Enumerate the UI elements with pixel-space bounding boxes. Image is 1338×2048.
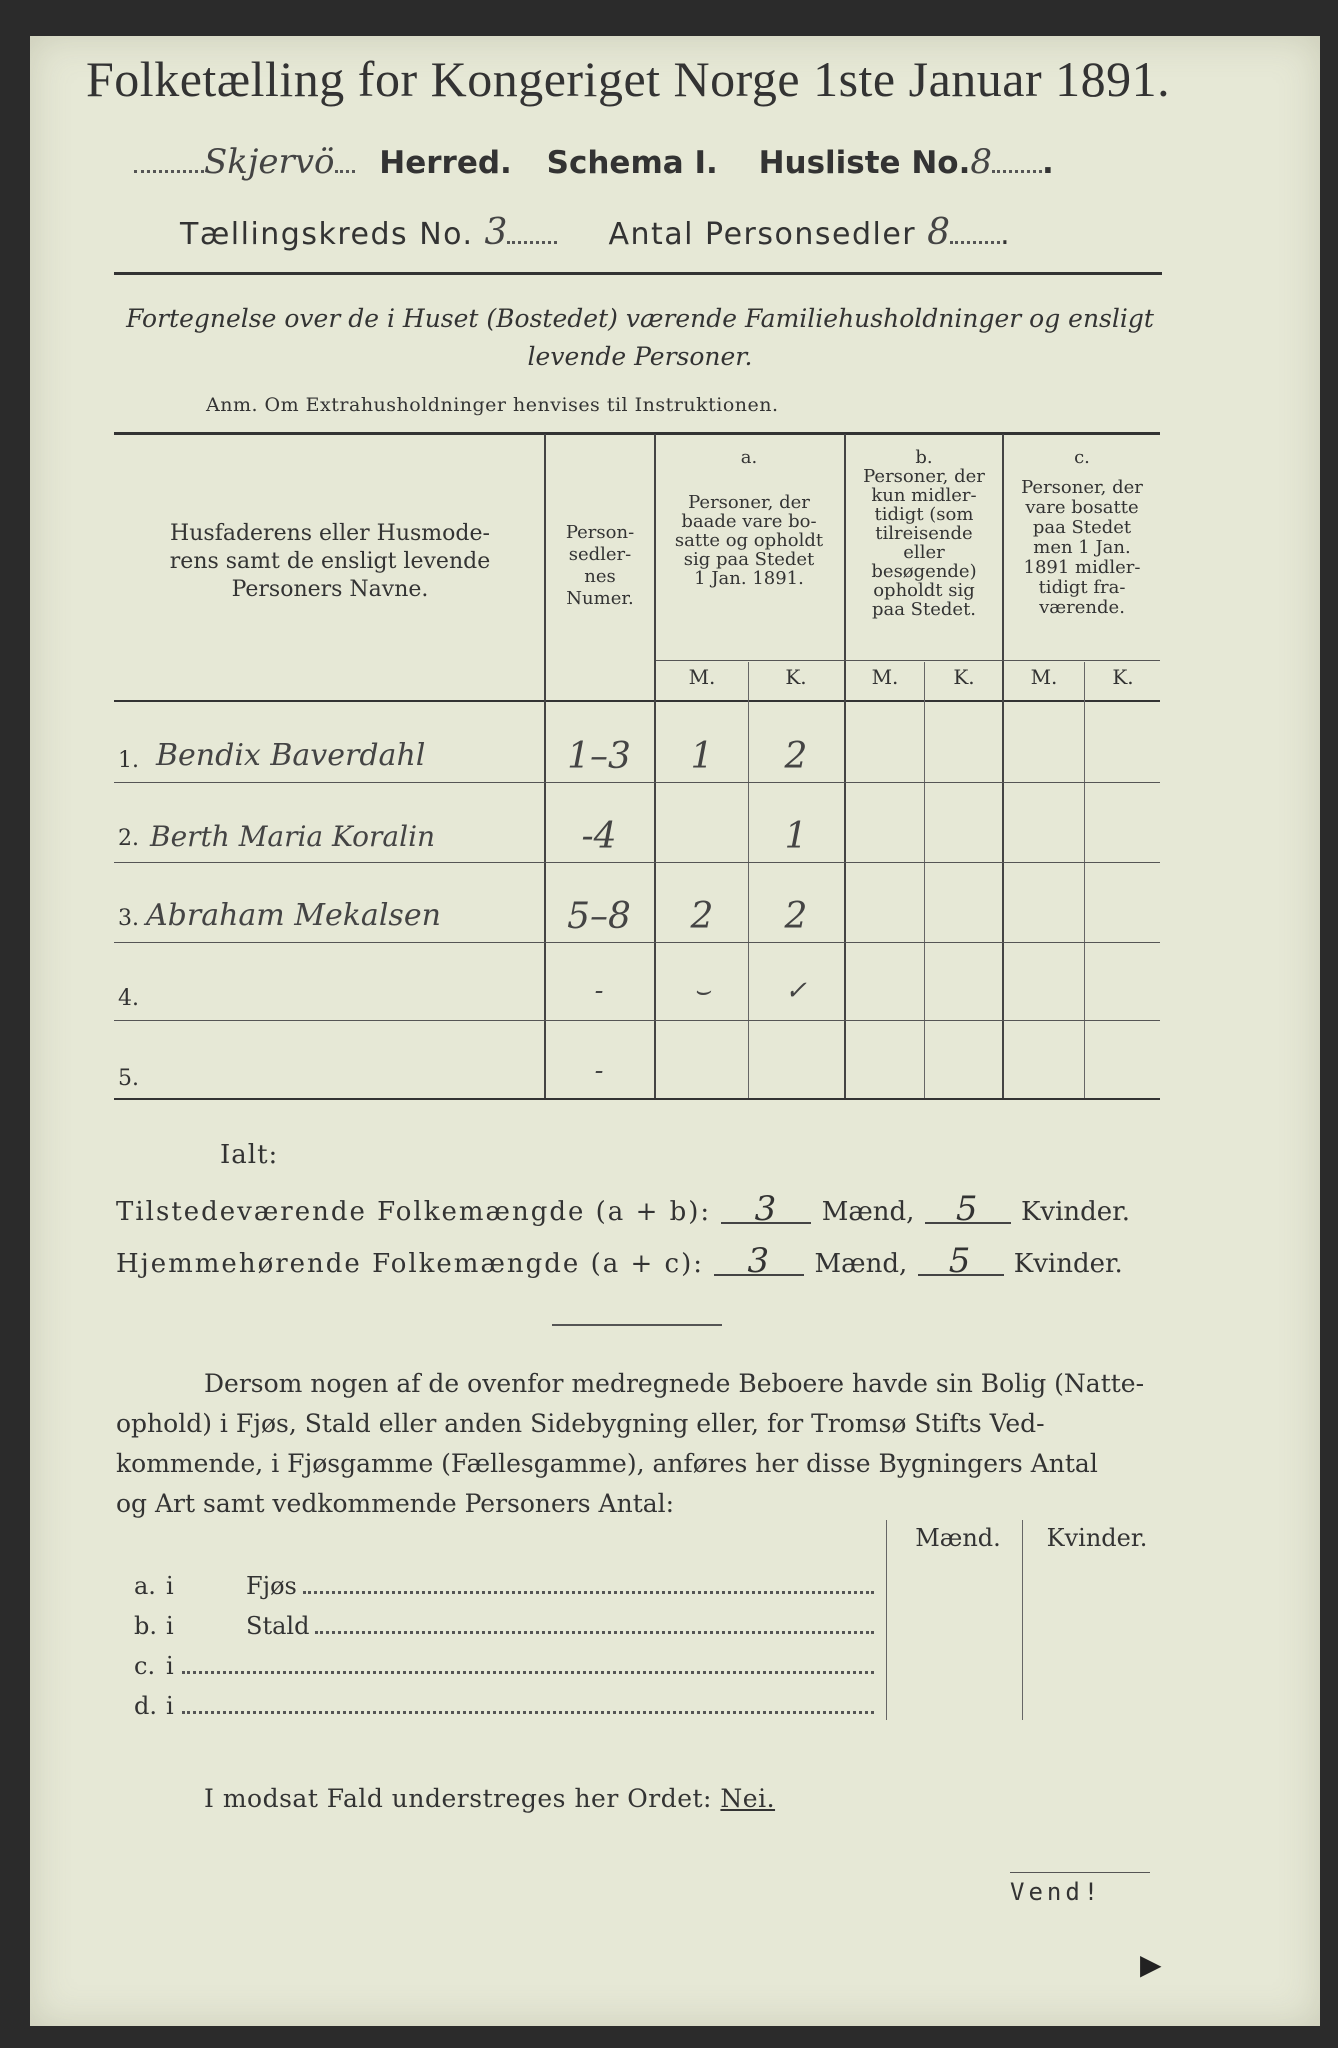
row-rule-4 [114, 1020, 1160, 1021]
row-rule-3 [114, 942, 1160, 943]
c-m-label: M. [1030, 665, 1058, 689]
tilstede-label: Tilstedeværende Folkemængde (a + b): [116, 1197, 712, 1227]
header-b-l3: tidigt (som [874, 504, 974, 525]
bolig-col-divider-1 [886, 1520, 887, 1720]
bolig-col-kvinder: Kvinder. [1046, 1524, 1148, 1552]
col-divider-a-mk [748, 662, 749, 1098]
header-rule [114, 272, 1162, 275]
bolig-paragraph [116, 1364, 1162, 1524]
bolig-item-b [134, 1612, 874, 1640]
hjemme-line [116, 1241, 1123, 1281]
bolig-p4: og Art samt vedkommende Personers Antal: [116, 1489, 675, 1518]
header-b-l4: tilreisende [875, 523, 973, 544]
anm-note: Anm. Om Extrahusholdninger henvises til Instruktionen. [206, 394, 779, 416]
header-numer-l1: Person- [565, 522, 635, 543]
herred-line: Skjervö Herred. Schema I. Husliste No.8 . [134, 142, 1214, 182]
b-k-label: K. [953, 665, 975, 689]
hjemme-kvinder: Kvinder. [1013, 1249, 1123, 1279]
a-m-label: M. [688, 665, 716, 689]
header-a-letter: a. [740, 447, 758, 468]
header-c-l4: men 1 Jan. [1033, 537, 1131, 558]
tilstede-maend: Mænd, [821, 1197, 915, 1227]
c-k-label: K. [1112, 665, 1134, 689]
row-3-num: 3. [118, 906, 139, 931]
header-a-l4: sig paa Stedet [683, 549, 815, 570]
row-5-persons: - [594, 1056, 604, 1086]
header-numer-l3: nes [584, 566, 616, 587]
header-b-l2: kun midler- [871, 485, 977, 506]
bolig-item-c [134, 1652, 874, 1680]
header-b-l7: opholdt sig [873, 580, 975, 601]
husliste-value: 8 [970, 142, 993, 182]
header-b-l6: besøgende) [871, 561, 977, 582]
header-c-letter: c. [1074, 447, 1090, 468]
header-numer-l2: sedler- [568, 544, 632, 565]
header-c-l5: 1891 midler- [1023, 557, 1141, 578]
row-rule-1 [114, 782, 1160, 783]
header-c-l6: tidigt fra- [1038, 577, 1126, 598]
hjemme-m: 3 [714, 1248, 804, 1276]
header-numer-l4: Numer. [566, 588, 634, 609]
kreds-label: Tællingskreds No. [180, 217, 474, 252]
header-names [120, 520, 540, 604]
row-3-a-m: 2 [690, 896, 714, 937]
header-a-l5: 1 Jan. 1891. [694, 568, 804, 589]
bolig-item-a-dots [303, 1591, 874, 1594]
row-4-persons: - [594, 976, 604, 1006]
table-bottom-rule [114, 1098, 1160, 1100]
header-b-letter: b. [915, 447, 933, 468]
row-2-name: Berth Maria Koralin [150, 820, 436, 853]
description [110, 300, 1170, 376]
form-title: Folketælling for Kongeriget Norge 1ste Januar 1891. [86, 51, 1171, 107]
header-a-l1: Personer, der [688, 492, 810, 513]
kreds-line: Tællingskreds No. 3 Antal Personsedler 8 . [180, 212, 1012, 253]
tilstede-k: 5 [925, 1196, 1011, 1224]
row-2-a-k: 1 [784, 816, 808, 857]
tilstede-line [116, 1189, 1131, 1229]
bolig-p1: Dersom nogen af de ovenfor medregnede Beboere havde sin Bolig (Natte- [204, 1369, 1145, 1398]
header-b-l8: paa Stedet. [871, 599, 977, 620]
description-line1: Fortegnelse over de i Huset (Bostedet) værende Familiehusholdninger og ensligt [126, 304, 1154, 333]
row-4-a-k: ✓ [785, 976, 807, 1006]
modsat-line [204, 1784, 775, 1813]
schema-label: Schema I. [546, 145, 718, 181]
row-1-persons: 1–3 [567, 736, 631, 777]
modsat-label: I modsat Fald understreges her Ordet: [204, 1784, 712, 1813]
bolig-item-a-label: Fjøs [246, 1572, 297, 1600]
bolig-item-a-letter: a. [134, 1572, 156, 1600]
row-1-num: 1. [118, 748, 139, 773]
bolig-item-b-dots [315, 1631, 874, 1634]
description-line2: levende Personer. [527, 342, 753, 371]
arrow-right-icon: ▶ [1140, 1948, 1162, 1981]
header-numer [548, 522, 652, 610]
header-c-l2: vare bosatte [1025, 497, 1139, 518]
section-divider [552, 1324, 722, 1326]
row-3-persons: 5–8 [567, 896, 631, 937]
row-2-persons: -4 [581, 816, 617, 857]
header-a-l3: satte og opholdt [674, 530, 824, 551]
tilstede-kvinder: Kvinder. [1020, 1197, 1131, 1227]
bolig-p2: ophold) i Fjøs, Stald eller anden Sidebygning eller, for Tromsø Stifts Ved- [116, 1409, 1045, 1438]
herred-label: Herred. [379, 145, 512, 181]
bolig-item-a-i: i [166, 1572, 174, 1600]
header-c [1004, 448, 1160, 618]
header-a-l2: baade vare bo- [681, 511, 817, 532]
row-5-num: 5. [118, 1066, 139, 1091]
mk-subheader-rule [656, 660, 1160, 661]
row-4-num: 4. [118, 986, 139, 1011]
vend-label: Vend! [1010, 1878, 1103, 1906]
row-1-a-m: 1 [690, 736, 714, 777]
header-b-l5: eller [903, 542, 945, 563]
row-rule-2 [114, 862, 1160, 863]
header-b-l1: Personer, der [863, 466, 985, 487]
bolig-item-c-dots [182, 1671, 874, 1674]
antal-label: Antal Personsedler [608, 217, 917, 252]
header-b [846, 448, 1002, 619]
bolig-item-d [134, 1692, 874, 1720]
tilstede-m: 3 [721, 1196, 811, 1224]
header-a [656, 448, 842, 588]
b-m-label: M. [871, 665, 899, 689]
bolig-p3: kommende, i Fjøsgamme (Fællesgamme), anføres her disse Bygningers Antal [116, 1449, 1098, 1478]
col-divider-c-mk [1084, 662, 1085, 1098]
header-names-l3: Personers Navne. [231, 577, 429, 602]
header-names-l1: Husfaderens eller Husmode- [170, 521, 490, 546]
bolig-item-b-i: i [166, 1612, 174, 1640]
header-c-l7: værende. [1039, 597, 1125, 618]
row-3-a-k: 2 [784, 896, 808, 937]
header-c-l1: Personer, der [1021, 477, 1143, 498]
hjemme-label: Hjemmehørende Folkemængde (a + c): [116, 1249, 704, 1279]
bolig-item-a [134, 1572, 874, 1600]
row-4-a-m: ⌣ [693, 976, 711, 1006]
bolig-item-c-i: i [166, 1652, 174, 1680]
bolig-item-b-label: Stald [246, 1612, 310, 1640]
row-3-name: Abraham Mekalsen [146, 898, 441, 933]
vend-rule [1010, 1872, 1150, 1873]
bolig-col-divider-2 [1022, 1520, 1023, 1720]
row-2-num: 2. [118, 826, 139, 851]
nei-word: Nei. [720, 1784, 776, 1813]
bolig-item-b-letter: b. [134, 1612, 157, 1640]
kreds-value: 3 [484, 212, 508, 253]
hjemme-maend: Mænd, [814, 1249, 908, 1279]
bolig-item-d-letter: d. [134, 1692, 157, 1720]
ialt-label: Ialt: [220, 1140, 279, 1170]
col-divider-b-mk [924, 662, 925, 1098]
hjemme-k: 5 [918, 1248, 1004, 1276]
antal-value: 8 [927, 212, 951, 253]
row-1-name: Bendix Baverdahl [156, 738, 426, 773]
row-1-a-k: 2 [784, 736, 808, 777]
husliste-label: Husliste No. [758, 145, 971, 181]
bolig-item-d-i: i [166, 1692, 174, 1720]
bolig-item-c-letter: c. [134, 1652, 156, 1680]
header-c-l3: paa Stedet [1032, 517, 1132, 538]
bolig-col-maend: Mænd. [915, 1524, 1001, 1552]
header-names-l2: rens samt de ensligt levende [169, 549, 491, 574]
bolig-item-d-dots [182, 1711, 874, 1714]
a-k-label: K. [785, 665, 807, 689]
herred-value: Skjervö [204, 142, 335, 182]
